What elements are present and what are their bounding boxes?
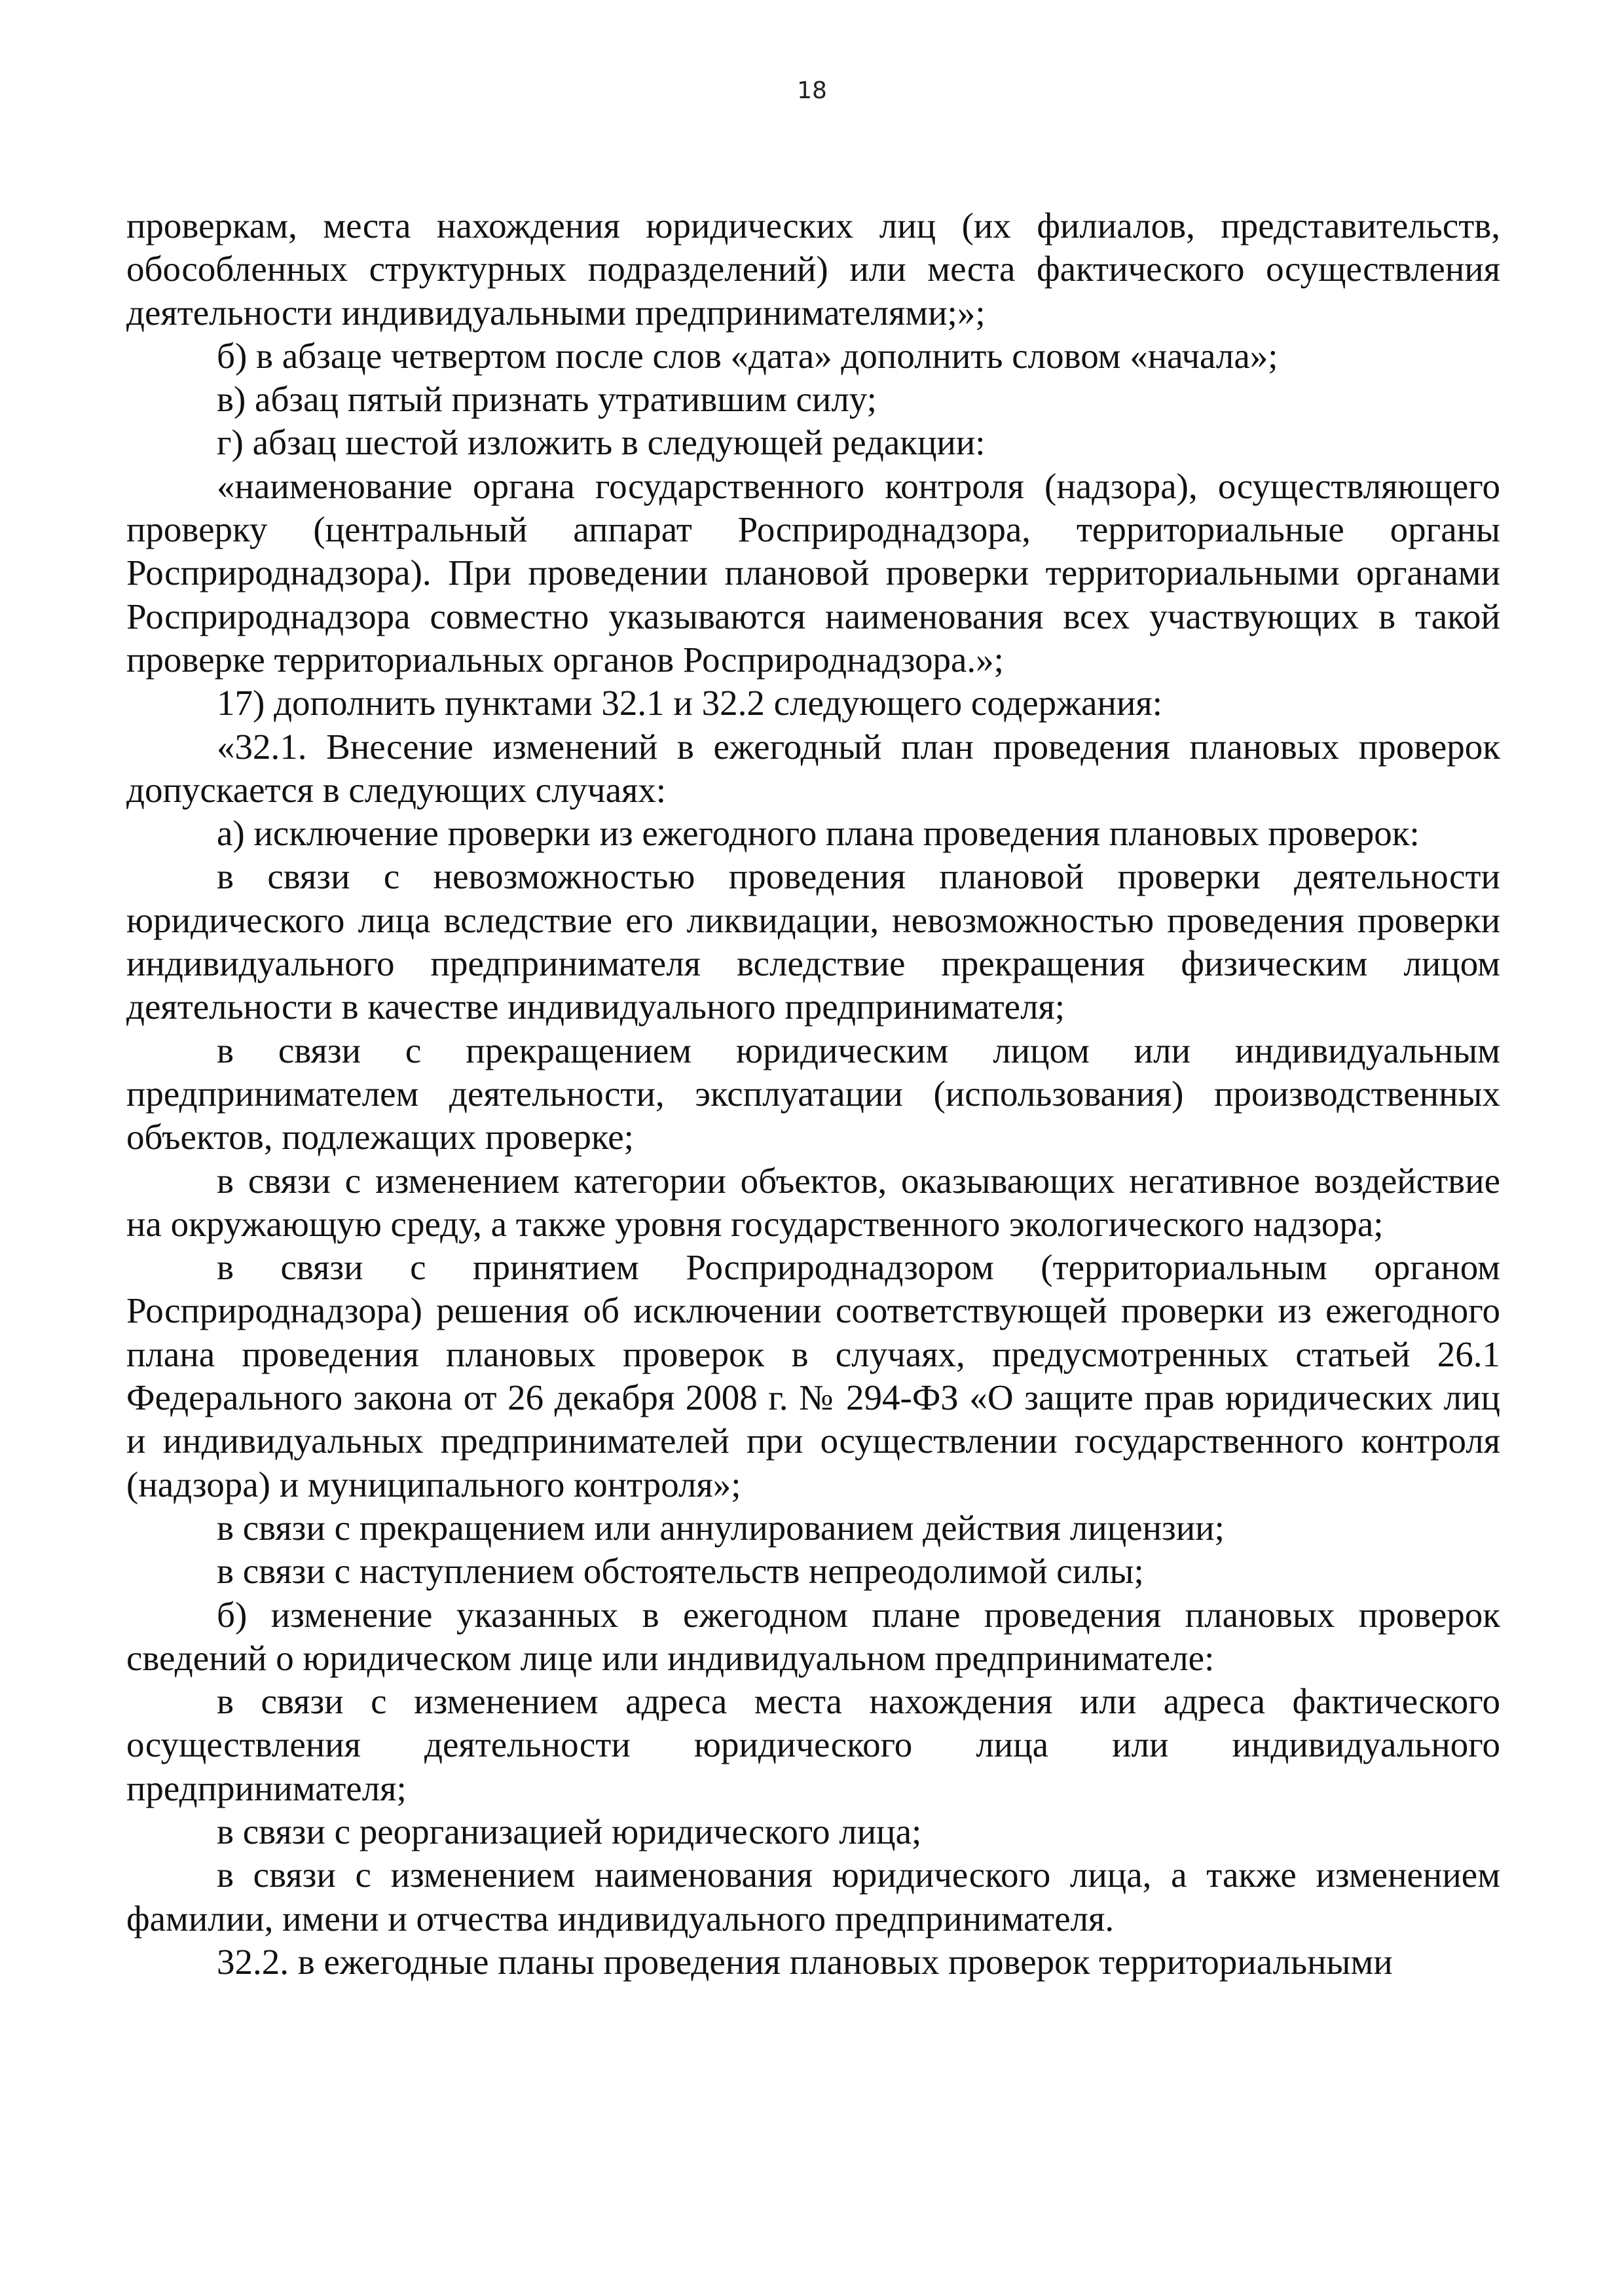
paragraph: «32.1. Внесение изменений в ежегодный план проведения плановых проверок допускается в следующих случаях: xyxy=(126,726,1500,810)
document-body xyxy=(126,204,1500,1984)
paragraph: 17) дополнить пунктами 32.1 и 32.2 следующего содержания: xyxy=(217,683,1162,723)
paragraph: в связи с реорганизацией юридического лица; xyxy=(217,1811,922,1851)
paragraph: в) абзац пятый признать утратившим силу; xyxy=(217,379,877,420)
paragraph: г) абзац шестой изложить в следующей редакции: xyxy=(217,422,986,463)
paragraph: б) изменение указанных в ежегодном плане проведения плановых проверок сведений о юридическом лице или индивидуальном предпринимателе: xyxy=(126,1594,1500,1678)
paragraph: в связи с невозможностью проведения плановой проверки деятельности юридического лица вследствие его ликвидации, невозможностью проведения проверки индивидуального предпринимателя вследствие прекращения физическим лицом деятельности в качестве индивидуального предпринимателя; xyxy=(126,856,1500,1027)
paragraph: в связи с прекращением или аннулированием действия лицензии; xyxy=(217,1507,1225,1548)
paragraph: в связи с принятием Росприроднадзором (территориальным органом Росприроднадзора) решения об исключении соответствующей проверки из ежегодного плана проведения плановых проверок в случаях, предусмотренных статьей 26.1 Федерального закона от 26 декабря 2008 г. № 294-ФЗ «О защите прав юридических лиц и индивидуальных предпринимателей при осуществлении государственного контроля (надзора) и муниципального контроля»; xyxy=(126,1247,1500,1504)
paragraph: в связи с наступлением обстоятельств непреодолимой силы; xyxy=(217,1551,1144,1592)
paragraph: «наименование органа государственного контроля (надзора), осуществляющего проверку (центральный аппарат Росприроднадзора, территориальные органы Росприроднадзора). При проведении плановой проверки территориальными органами Росприроднадзора совместно указываются наименования всех участвующих в такой проверке территориальных органов Росприроднадзора.»; xyxy=(126,465,1500,680)
paragraph: в связи с изменением адреса места нахождения или адреса фактического осуществления деятельности юридического лица или индивидуального предпринимателя; xyxy=(126,1681,1500,1808)
paragraph: 32.2. в ежегодные планы проведения плановых проверок территориальными xyxy=(217,1941,1393,1982)
paragraph: проверкам, места нахождения юридических лиц (их филиалов, представительств, обособленных структурных подразделений) или места фактического осуществления деятельности индивидуальными предпринимателями;»; xyxy=(126,206,1500,333)
paragraph: в связи с изменением категории объектов, оказывающих негативное воздействие на окружающую среду, а также уровня государственного экологического надзора; xyxy=(126,1160,1500,1244)
paragraph: в связи с прекращением юридическим лицом или индивидуальным предпринимателем деятельности, эксплуатации (использования) производственных объектов, подлежащих проверке; xyxy=(126,1030,1500,1157)
paragraph: в связи с изменением наименования юридического лица, а также изменением фамилии, имени и отчества индивидуального предпринимателя. xyxy=(126,1855,1500,1939)
page-number: 18 xyxy=(797,77,827,104)
paragraph: б) в абзаце четвертом после слов «дата» дополнить словом «начала»; xyxy=(217,335,1278,376)
paragraph: а) исключение проверки из ежегодного плана проведения плановых проверок: xyxy=(217,813,1420,854)
